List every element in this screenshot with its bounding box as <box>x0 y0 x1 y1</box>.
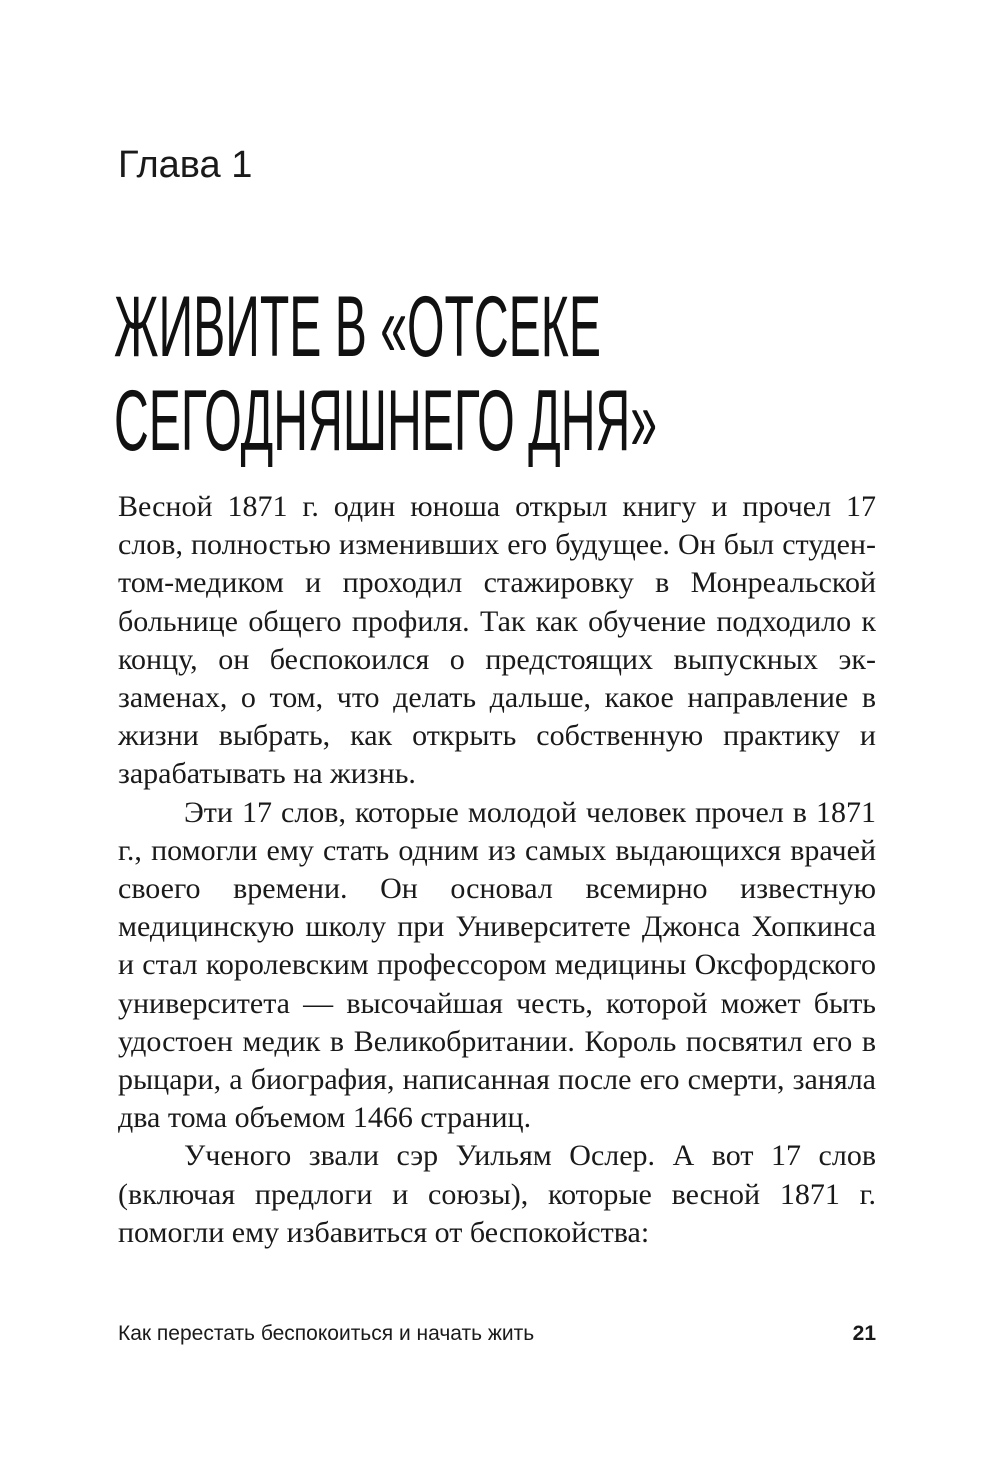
page-footer <box>118 1322 876 1350</box>
chapter-title <box>114 278 658 469</box>
footer-book-title: Как перестать беспокоиться и начать жить <box>118 1322 535 1345</box>
paragraph-2: Эти 17 слов, которые молодой человек прочел в 1871 г., помогли ему стать одним из самых выдающихся врачей своего времени. Он основал всемирно известную медицинскую школу при Университете Джонса Хопкинса и стал королевским профессором медицины Оксфордского университета — высочайшая честь, которой может быть удостоен медик в Великобритании. Король посвятил его в рыцари, а биография, написанная после его смерти, заняла два тома объемом 1466 страниц. <box>118 795 876 1135</box>
body-text <box>118 488 876 1252</box>
chapter-label: Глава 1 <box>118 144 253 186</box>
page-number: 21 <box>852 1322 876 1345</box>
paragraph-3: Ученого звали сэр Уильям Ослер. А вот 17 слов (включая предлоги и союзы), которые весной 1871 г. помогли ему избавиться от беспокойства: <box>118 1139 876 1249</box>
chapter-title-line-2: СЕГОДНЯШНЕГО ДНЯ» <box>114 372 658 469</box>
chapter-title-line-1: ЖИВИТЕ В «ОТСЕКЕ <box>114 278 601 375</box>
paragraph-1: Весной 1871 г. один юноша открыл книгу и прочел 17 слов, полностью изменивших его будущее. Он был студентом-медиком и проходил стажировку в Монреальской больнице общего профиля. Так как обучение подходило к концу, он беспокоился о предстоящих выпускных экзаменах, о том, что делать дальше, какое направление в жизни выбрать, как открыть собственную практику и зарабатывать на жизнь. <box>118 490 876 791</box>
